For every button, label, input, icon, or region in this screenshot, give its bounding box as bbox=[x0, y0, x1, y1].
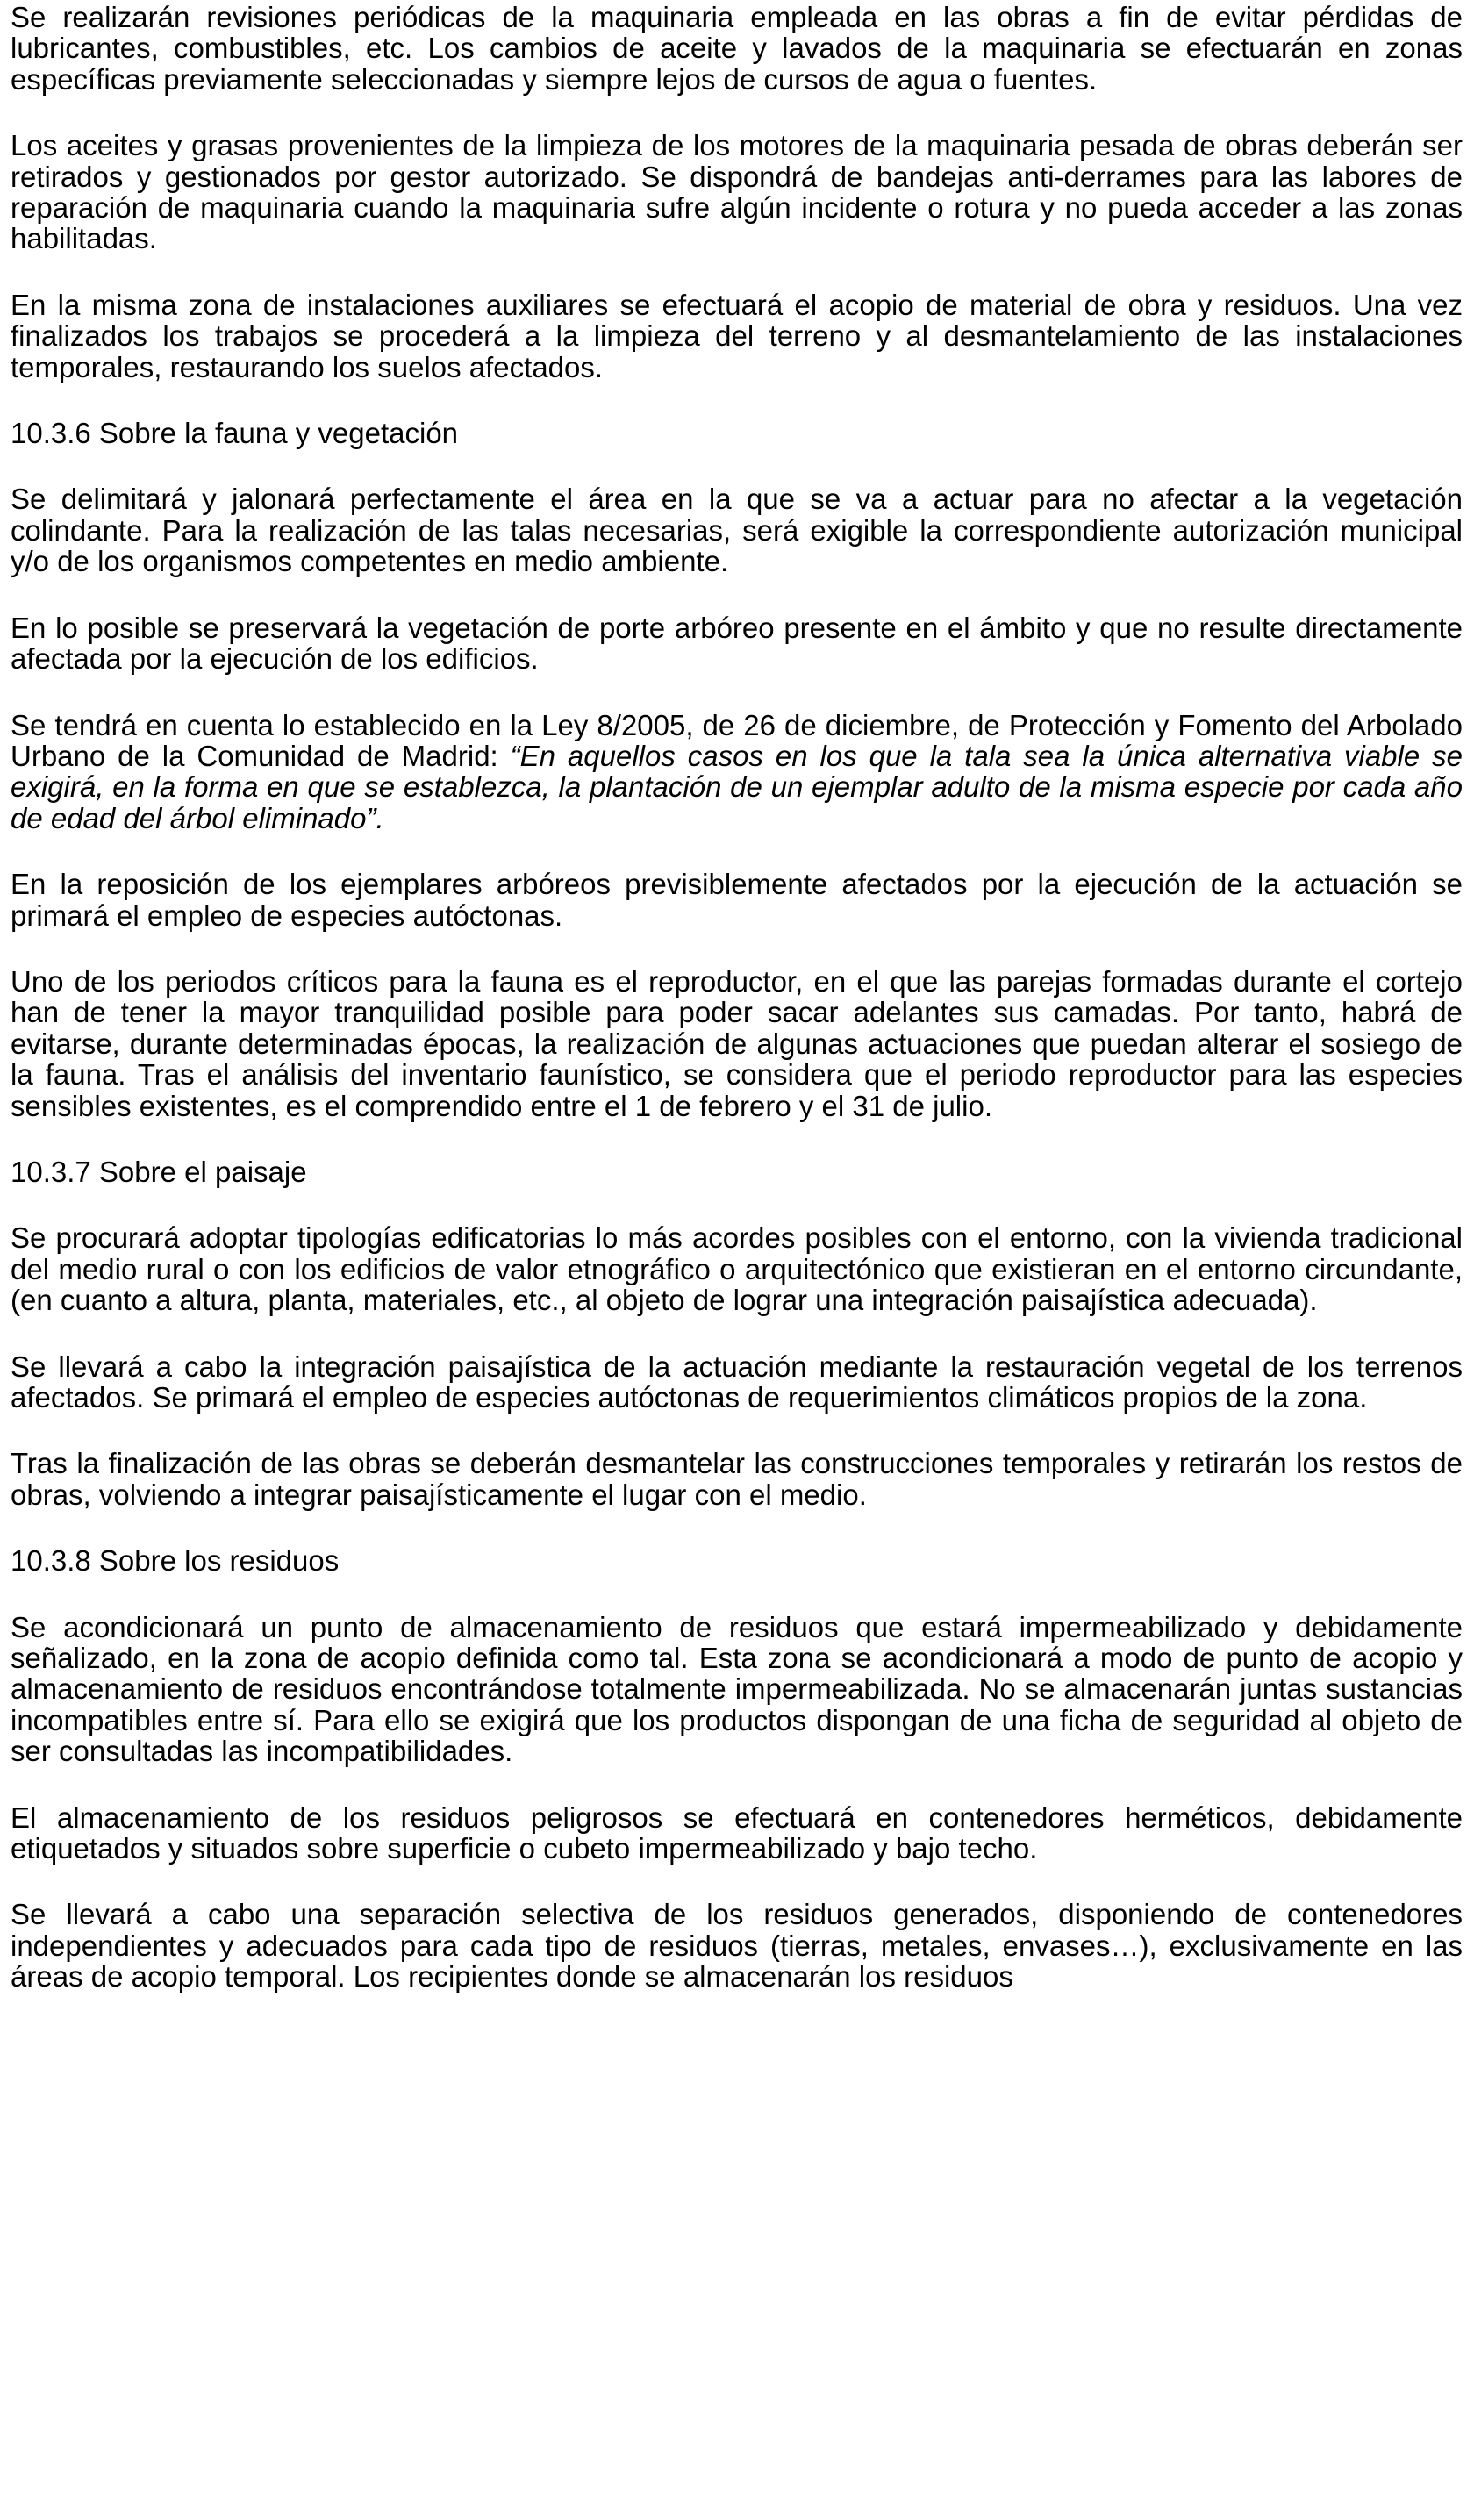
paragraph-punto-almacenamiento: Se acondicionará un punto de almacenamiento de residuos que estará impermeabilizado y debidamente señalizado, en la zona de acopio definida como tal. Esta zona se acondicionará a modo de punto de acopio y almacenamiento de residuos encontrándose totalmente impermeabilizada. No se almacenarán juntas sustancias incompatibles entre sí. Para ello se exigirá que los productos dispongan de una ficha de seguridad al objeto de ser consultadas las incompatibilidades. bbox=[11, 1610, 1463, 1768]
paragraph-maquinaria-revisiones: Se realizarán revisiones periódicas de la maquinaria empleada en las obras a fin de evitar pérdidas de lubricantes, combustibles, etc. Los cambios de aceite y lavados de la maquinaria se efectuarán en zonas específicas previamente seleccionadas y siempre lejos de cursos de agua o fuentes. bbox=[11, 1, 1463, 96]
paragraph-residuos-peligrosos: El almacenamiento de los residuos peligrosos se efectuará en contenedores herméticos, debidamente etiquetados y situados sobre superficie o cubeto impermeabilizado y bajo techo. bbox=[11, 1801, 1463, 1865]
paragraph-separacion-selectiva: Se llevará a cabo una separación selectiva de los residuos generados, disponiendo de contenedores independientes y adecuados para cada tipo de residuos (tierras, metales, envases…), exclusivamente en las áreas de acopio temporal. Los recipientes donde se almacenarán los residuos bbox=[11, 1898, 1463, 1994]
section-heading-residuos: 10.3.8 Sobre los residuos bbox=[11, 1544, 340, 1578]
paragraph-desmantelamiento: Tras la finalización de las obras se deberán desmantelar las construcciones temporales y retirarán los restos de obras, volviendo a integrar paisajísticamente el lugar con el medio. bbox=[11, 1447, 1463, 1511]
paragraph-ley-arbolado bbox=[11, 710, 1463, 834]
ley-arbolado-quote: “En aquellos casos en los que la tala sea la única alternativa viable se exigirá, en la forma en que se establezca, la plantación de un ejemplar adulto de la misma especie por cada año de edad del árbol eliminado”. bbox=[11, 739, 1463, 834]
section-heading-paisaje: 10.3.7 Sobre el paisaje bbox=[11, 1155, 307, 1188]
paragraph-acopio-material: En la misma zona de instalaciones auxiliares se efectuará el acopio de material de obra y residuos. Una vez finalizados los trabajos se procederá a la limpieza del terreno y al desmantelamiento de las instalaciones temporales, restaurando los suelos afectados. bbox=[11, 288, 1463, 383]
section-heading-fauna-vegetacion: 10.3.6 Sobre la fauna y vegetación bbox=[11, 417, 459, 450]
paragraph-periodo-reproductor: Uno de los periodos críticos para la fauna es el reproductor, en el que las parejas formadas durante el cortejo han de tener la mayor tranquilidad posible para poder sacar adelantes sus camadas. Por tanto, habrá de evitarse, durante determinadas épocas, la realización de algunas actuaciones que puedan alterar el sosiego de la fauna. Tras el análisis del inventario faunístico, se considera que el periodo reproductor para las especies sensibles existentes, es el comprendido entre el 1 de febrero y el 31 de julio. bbox=[11, 964, 1463, 1122]
paragraph-aceites-grasas: Los aceites y grasas provenientes de la limpieza de los motores de la maquinaria pesada de obras deberán ser retirados y gestionados por gestor autorizado. Se dispondrá de bandejas anti-derrames para las labores de reparación de maquinaria cuando la maquinaria sufre algún incidente o rotura y no pueda acceder a las zonas habilitadas. bbox=[11, 129, 1463, 255]
paragraph-reposicion-ejemplares: En la reposición de los ejemplares arbóreos previsiblemente afectados por la ejecución de la actuación se primará el empleo de especies autóctonas. bbox=[11, 868, 1463, 932]
paragraph-tipologias-edificatorias: Se procurará adoptar tipologías edificatorias lo más acordes posibles con el entorno, con la vivienda tradicional del medio rural o con los edificios de valor etnográfico o arquitectónico que existieran en el entorno circundante, (en cuanto a altura, planta, materiales, etc., al objeto de lograr una integración paisajística adecuada). bbox=[11, 1221, 1463, 1317]
paragraph-vegetacion-arborea: En lo posible se preservará la vegetación de porte arbóreo presente en el ámbito y que no resulte directamente afectada por la ejecución de los edificios. bbox=[11, 611, 1463, 676]
ley-arbolado-text: Se tendrá en cuenta lo establecido en la Ley 8/2005, de 26 de diciembre, de Protección y Fomento del Arbolado Urbano de la Comunidad de Madrid: bbox=[11, 708, 1463, 772]
paragraph-integracion-paisajistica: Se llevará a cabo la integración paisajística de la actuación mediante la restauración vegetal de los terrenos afectados. Se primará el empleo de especies autóctonas de requerimientos climáticos propios de la zona. bbox=[11, 1349, 1463, 1414]
paragraph-delimitacion-area: Se delimitará y jalonará perfectamente el área en la que se va a actuar para no afectar a la vegetación colindante. Para la realización de las talas necesarias, será exigible la correspondiente autorización municipal y/o de los organismos competentes en medio ambiente. bbox=[11, 483, 1463, 578]
